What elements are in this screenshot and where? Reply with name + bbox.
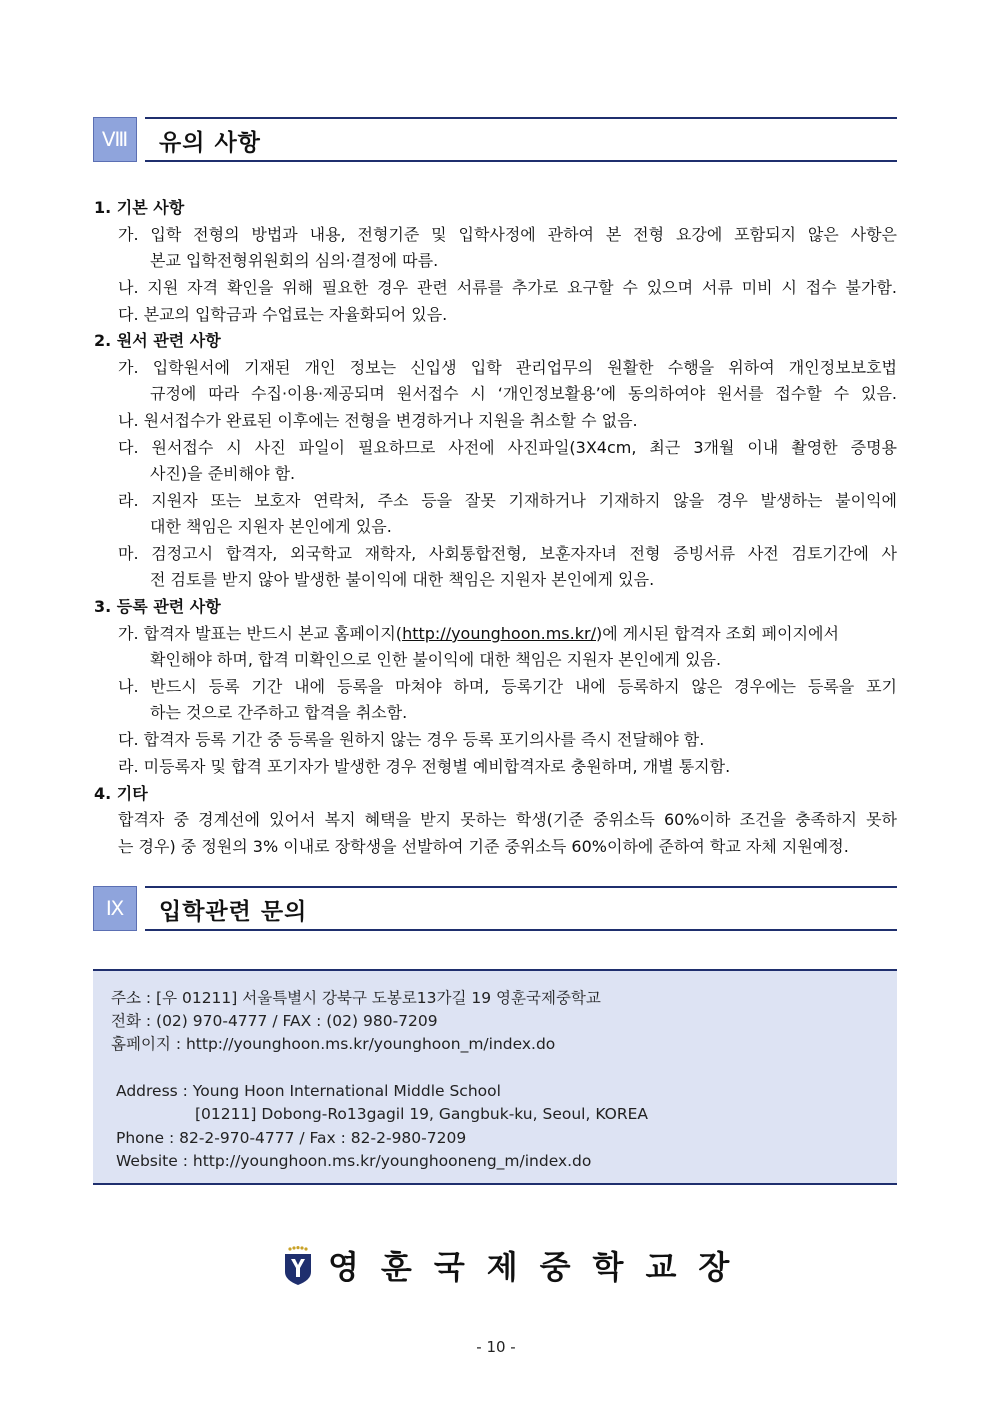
list-item: 나. 원서접수가 완료된 이후에는 전형을 변경하거나 지원을 취소할 수 없음.	[118, 411, 638, 430]
paragraph-line: 는 경우) 중 정원의 3% 이내로 장학생을 선발하여 기준 중위소득 60%이하에 준하여 학교 자체 지원예정.	[118, 837, 849, 856]
english-phone: Phone : 82-2-970-4777 / Fax : 82-2-980-7209	[116, 1129, 467, 1147]
list-item-continuation: 본교 입학전형위원회의 심의·결정에 따름.	[150, 251, 439, 270]
list-item: 마. 검정고시 합격자, 외국학교 재학자, 사회통합전형, 보훈자자녀 전형 증빙서류 사전 검토기간에 사	[118, 544, 897, 563]
subsection-heading: 4. 기타	[94, 784, 148, 803]
list-item: 나. 반드시 등록 기간 내에 등록을 마쳐야 하며, 등록기간 내에 등록하지 않은 경우에는 등록을 포기	[118, 677, 897, 696]
list-item-continuation: 확인해야 하며, 합격 미확인으로 인한 불이익에 대한 책임은 지원자 본인에게 있음.	[150, 650, 722, 669]
english-address-line2: [01211] Dobong-Ro13gagil 19, Gangbuk-ku, Seoul, KOREA	[195, 1105, 649, 1123]
homepage-link[interactable]: http://younghoon.ms.kr/	[402, 624, 596, 643]
list-item: 나. 지원 자격 확인을 위해 필요한 경우 관련 서류를 추가로 요구할 수 있으며 서류 미비 시 접수 불가함.	[118, 278, 897, 297]
english-address: Address : Young Hoon International Middle School	[116, 1082, 501, 1100]
subsection-heading: 3. 등록 관련 사항	[94, 597, 221, 616]
list-item: 다. 원서접수 시 사진 파일이 필요하므로 사전에 사진파일(3X4cm, 최근 3개월 이내 촬영한 증명용	[118, 438, 897, 457]
section-title-bar	[145, 886, 897, 931]
section-number-badge: Ⅸ	[93, 886, 137, 931]
section-title: 유의 사항	[159, 130, 261, 156]
list-item: 라. 미등록자 및 합격 포기자가 발생한 경우 전형별 예비합격자로 충원하며, 개별 통지함.	[118, 757, 731, 776]
list-item: 다. 본교의 입학금과 수업료는 자율화되어 있음.	[118, 305, 448, 324]
list-item-continuation: 전 검토를 받지 않아 발생한 불이익에 대한 책임은 지원자 본인에게 있음.	[150, 570, 655, 589]
section-header-8	[93, 117, 897, 164]
subsection-heading: 2. 원서 관련 사항	[94, 331, 221, 350]
page-number: - 10 -	[476, 1338, 516, 1356]
list-item-continuation: 사진)을 준비해야 함.	[150, 464, 296, 483]
korean-phone: 전화 : (02) 970-4777 / FAX : (02) 980-7209	[111, 1012, 438, 1030]
list-item	[118, 624, 897, 644]
list-item-continuation: 규정에 따라 수집·이용·제공되며 원서접수 시 ‘개인정보활용’에 동의하여야 원서를 접수할 수 있음.	[150, 384, 897, 403]
list-item-text: )에 게시된 합격자 조회 페이지에서	[595, 624, 839, 643]
school-emblem-icon	[282, 1246, 314, 1286]
list-item-continuation: 하는 것으로 간주하고 합격을 취소함.	[150, 703, 408, 722]
english-website[interactable]: Website : http://younghoon.ms.kr/younghooneng_m/index.do	[116, 1152, 592, 1170]
subsection-heading: 1. 기본 사항	[94, 198, 185, 217]
list-item: 다. 합격자 등록 기간 중 등록을 원하지 않는 경우 등록 포기의사를 즉시 전달해야 함.	[118, 730, 705, 749]
signature-text: 영훈국제중학교장	[328, 1248, 752, 1286]
paragraph-line: 합격자 중 경계선에 있어서 복지 혜택을 받지 못하는 학생(기준 중위소득 60%이하 조건을 충족하지 못하	[118, 810, 897, 829]
section-number-badge: Ⅷ	[93, 117, 137, 162]
section-title-bar	[145, 117, 897, 162]
list-item-text: 가. 합격자 발표는 반드시 본교 홈페이지(	[118, 624, 403, 643]
korean-homepage[interactable]: 홈페이지 : http://younghoon.ms.kr/younghoon_m/index.do	[111, 1035, 556, 1053]
list-item-continuation: 대한 책임은 지원자 본인에게 있음.	[150, 517, 392, 536]
contact-box	[93, 969, 897, 1185]
section-header-9	[93, 886, 897, 933]
list-item: 라. 지원자 또는 보호자 연락처, 주소 등을 잘못 기재하거나 기재하지 않을 경우 발생하는 불이익에	[118, 491, 897, 510]
list-item: 가. 입학 전형의 방법과 내용, 전형기준 및 입학사정에 관하여 본 전형 요강에 포함되지 않은 사항은	[118, 225, 897, 244]
section-title: 입학관련 문의	[159, 899, 308, 925]
list-item: 가. 입학원서에 기재된 개인 정보는 신입생 입학 관리업무의 원활한 수행을 위하여 개인정보보호법	[118, 358, 897, 377]
korean-address: 주소 : [우 01211] 서울특별시 강북구 도봉로13가길 19 영훈국제중학교	[111, 989, 601, 1007]
